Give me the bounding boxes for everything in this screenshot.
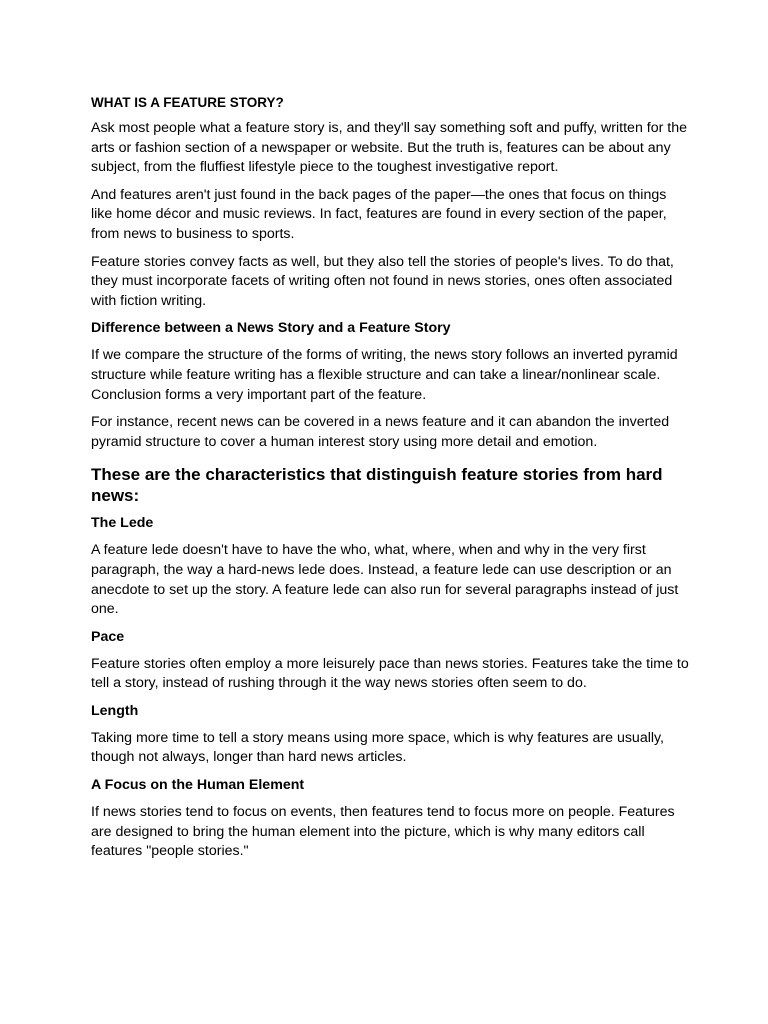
section-text-pace: Feature stories often employ a more leisurely pace than news stories. Features take the time to tell a story, instead of rushing through it the way news stories often seem to do. bbox=[91, 655, 689, 692]
difference-paragraph-2: For instance, recent news can be covered in a news feature and it can abandon the inverted pyramid structure to cover a human interest story using more detail and emotion. bbox=[91, 414, 670, 450]
section-heading-length: Length bbox=[91, 702, 139, 719]
section-text-length: Taking more time to tell a story means using more space, which is why features are usually, though not always, longer than hard news articles. bbox=[91, 729, 664, 766]
intro-paragraph-1: Ask most people what a feature story is, and they'll say something soft and puffy, written for the arts or fashion section of a newspaper or website. But the truth is, features can be about any subject, from the fluffiest lifestyle piece to the toughest investigative report. bbox=[91, 120, 687, 176]
intro-paragraph-3: Feature stories convey facts as well, but they also tell the stories of people's lives. To do that, they must incorporate facets of writing often not found in news stories, ones often associated with fiction writing. bbox=[91, 253, 674, 309]
intro-paragraph-2: And features aren't just found in the back pages of the paper—the ones that focus on things like home décor and music reviews. In fact, features are found in every section of the paper, from news to business to sports. bbox=[91, 186, 667, 242]
characteristics-heading: These are the characteristics that distinguish feature stories from hard news: bbox=[91, 465, 663, 506]
document-page bbox=[91, 94, 691, 870]
section-heading-pace: Pace bbox=[91, 628, 125, 645]
difference-paragraph-1: If we compare the structure of the forms of writing, the news story follows an inverted pyramid structure while feature writing has a flexible structure and can take a linear/nonlinear scale. Conclusion forms a very important part of the feature. bbox=[91, 347, 678, 403]
difference-heading: Difference between a News Story and a Feature Story bbox=[91, 320, 451, 337]
document-title: WHAT IS A FEATURE STORY? bbox=[91, 95, 284, 110]
section-heading-lede: The Lede bbox=[91, 515, 154, 532]
section-heading-human-element: A Focus on the Human Element bbox=[91, 777, 305, 794]
section-text-lede: A feature lede doesn't have to have the who, what, where, when and why in the very first paragraph, the way a hard-news lede does. Instead, a feature lede can use description or an anecdote to set up the story. A feature lede can also run for several paragraphs instead of just one. bbox=[91, 542, 679, 618]
section-text-human-element: If news stories tend to focus on events, then features tend to focus more on people. Features are designed to bring the human element into the picture, which is why many editors call features "people stories." bbox=[91, 804, 675, 860]
